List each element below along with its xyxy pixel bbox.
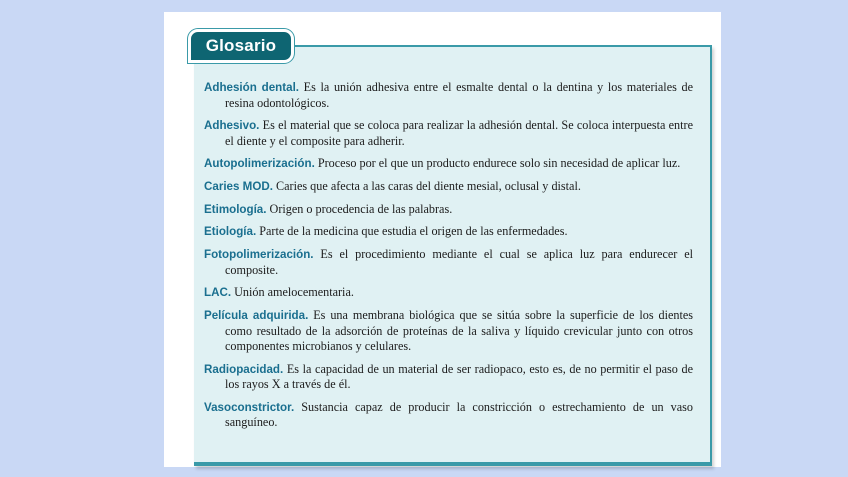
glossary-definition: Es la unión adhesiva entre el esmalte dental o la dentina y los materiales de resina odontológicos. (225, 80, 693, 110)
glossary-term: Fotopolimerización. (204, 248, 314, 262)
glossary-entry (204, 118, 693, 149)
glossary-entry (204, 202, 693, 218)
glossary-term: LAC. (204, 286, 232, 300)
glossary-entry (204, 156, 693, 172)
glossary-entry (204, 80, 693, 111)
glossary-term: Adhesión dental. (204, 81, 300, 94)
glossary-entry (204, 179, 693, 195)
glossary-definition: Es el material que se coloca para realizar la adhesión dental. Se coloca interpuesta entre el diente y el composite para adherir. (225, 118, 694, 148)
glossary-term: Caries MOD. (204, 180, 273, 194)
glossary-heading-tab (188, 29, 294, 63)
glossary-entry (204, 247, 693, 278)
glossary-definition: Unión amelocementaria. (234, 285, 354, 300)
glossary-definition: Origen o procedencia de las palabras. (269, 201, 453, 216)
glossary-definition: Caries que afecta a las caras del diente mesial, oclusal y distal. (276, 179, 581, 194)
glossary-list (204, 80, 693, 438)
glossary-entry (204, 400, 693, 431)
glossary-definition: Parte de la medicina que estudia el origen de las enfermedades. (259, 224, 568, 239)
glossary-term: Película adquirida. (204, 309, 309, 322)
glossary-definition: Proceso por el que un producto endurece solo sin necesidad de aplicar luz. (317, 156, 681, 171)
textbook-page (164, 12, 721, 467)
glossary-definition: Sustancia capaz de producir la constricción o estrechamiento de un vaso sanguíneo. (225, 399, 694, 430)
glossary-entry (204, 362, 693, 393)
glossary-term: Radiopacidad. (204, 362, 284, 376)
glossary-term: Etimología. (204, 202, 267, 216)
glossary-entry (204, 224, 693, 240)
glossary-definition: Es la capacidad de un material de ser radiopaco, esto es, de no permitir el paso de los rayos X a través de él. (225, 361, 694, 392)
glossary-term: Adhesivo. (204, 119, 260, 133)
glossary-definition: Es el procedimiento mediante el cual se aplica luz para endurecer el composite. (225, 247, 694, 277)
glossary-heading: Glosario (205, 36, 277, 55)
glossary-definition: Es una membrana biológica que se sitúa sobre la superficie de los dientes como resultado de la adsorción de proteínas de la saliva y líquido crevicular junto con otros componentes microbianos y celulares. (225, 308, 694, 353)
glossary-entry (204, 285, 693, 301)
glossary-term: Autopolimerización. (204, 157, 315, 171)
glossary-term: Vasoconstrictor. (204, 400, 295, 414)
glossary-entry (204, 308, 693, 355)
glossary-term: Etiología. (204, 225, 257, 239)
